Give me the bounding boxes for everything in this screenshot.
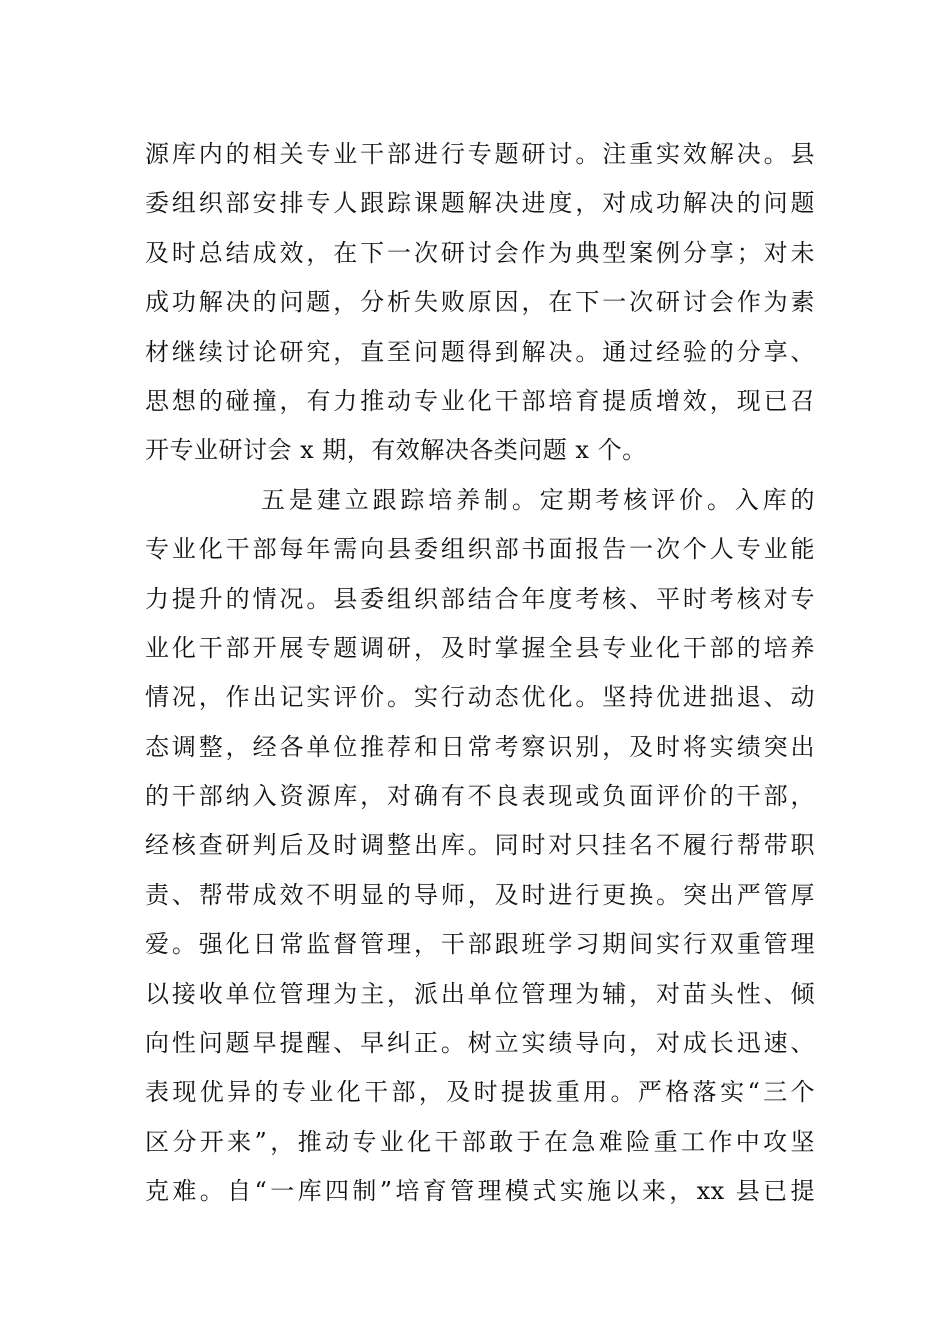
text-line: 的干部纳入资源库，对确有不良表现或负面评价的干部， [145, 782, 815, 811]
text-line: 克难。自“一库四制”培育管理模式实施以来，xx 县已提 [145, 1177, 815, 1206]
text-line: 思想的碰撞，有力推动专业化干部培育提质增效，现已召 [145, 386, 815, 415]
text-line: 区分开来”，推动专业化干部敢于在急难险重工作中攻坚 [145, 1127, 815, 1156]
text-line: 业化干部开展专题调研，及时掌握全县专业化干部的培养 [145, 633, 815, 662]
text-line: 责、帮带成效不明显的导师，及时进行更换。突出严管厚 [145, 880, 815, 909]
text-line: 经核查研判后及时调整出库。同时对只挂名不履行帮带职 [145, 831, 815, 860]
text-line: 以接收单位管理为主，派出单位管理为辅，对苗头性、倾 [145, 979, 815, 1008]
text-line: 成功解决的问题，分析失败原因，在下一次研讨会作为素 [145, 288, 815, 317]
text-line: 态调整，经各单位推荐和日常考察识别，及时将实绩突出 [145, 732, 815, 761]
text-line: 材继续讨论研究，直至问题得到解决。通过经验的分享、 [145, 337, 815, 366]
text-line: 向性问题早提醒、早纠正。树立实绩导向，对成长迅速、 [145, 1029, 815, 1058]
text-line: 爱。强化日常监督管理，干部跟班学习期间实行双重管理 [145, 930, 815, 959]
paragraph-start-line: 五是建立跟踪培养制。定期考核评价。入库的 [261, 485, 815, 514]
text-line: 及时总结成效，在下一次研讨会作为典型案例分享；对未 [145, 238, 815, 267]
text-line: 委组织部安排专人跟踪课题解决进度，对成功解决的问题 [145, 189, 815, 218]
text-line: 开专业研讨会 x 期，有效解决各类问题 x 个。 [145, 436, 647, 465]
text-line: 专业化干部每年需向县委组织部书面报告一次个人专业能 [145, 535, 815, 564]
text-line: 源库内的相关专业干部进行专题研讨。注重实效解决。县 [145, 140, 815, 168]
text-line: 力提升的情况。县委组织部结合年度考核、平时考核对专 [145, 584, 815, 613]
text-line: 情况，作出记实评价。实行动态优化。坚持优进拙退、动 [145, 683, 815, 712]
body-text [145, 130, 815, 1217]
text-line: 表现优异的专业化干部，及时提拔重用。严格落实“三个 [145, 1078, 815, 1107]
